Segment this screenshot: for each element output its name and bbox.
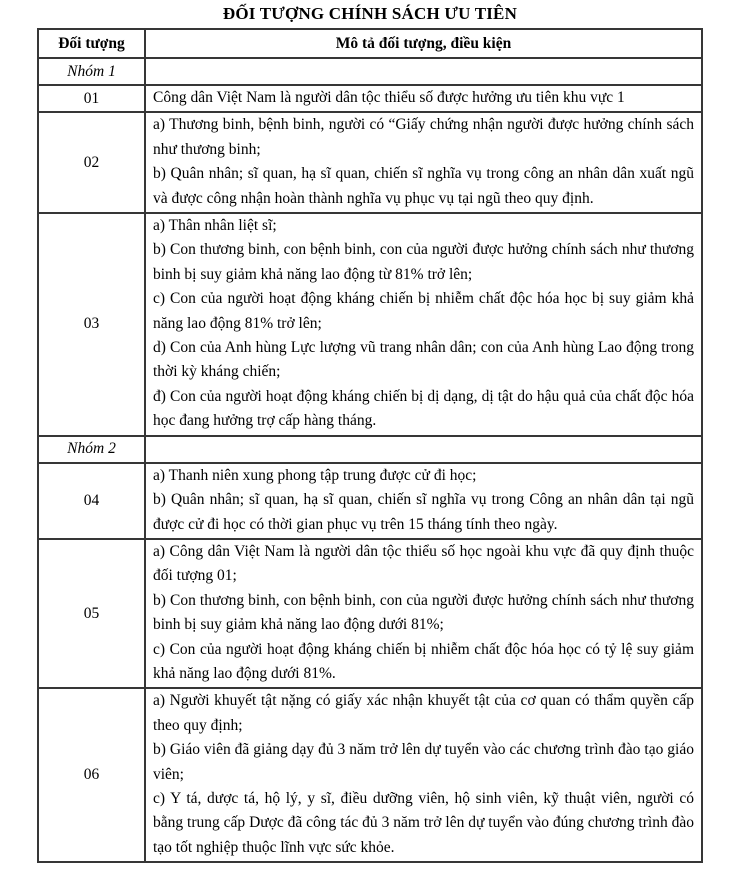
subject-cell: 04 <box>38 463 145 539</box>
table-row <box>38 463 702 539</box>
description-paragraph: b) Con thương binh, con bệnh binh, con của người được hưởng chính sách như thương binh bị suy giảm khả năng lao động dưới 81%; <box>153 591 694 634</box>
table-row <box>38 688 702 862</box>
page-title: ĐỐI TƯỢNG CHÍNH SÁCH ƯU TIÊN <box>222 4 518 23</box>
description-paragraph: Công dân Việt Nam là người dân tộc thiểu số được hưởng ưu tiên khu vực 1 <box>153 89 625 106</box>
description-paragraph: a) Người khuyết tật nặng có giấy xác nhận khuyết tật của cơ quan có thẩm quyền cấp theo quy định; <box>153 692 694 734</box>
subject-cell: 03 <box>38 213 145 436</box>
description-paragraph: b) Con thương binh, con bệnh binh, con của người được hưởng chính sách như thương binh bị suy giảm khả năng lao động từ 81% trở lên; <box>153 241 694 283</box>
description-paragraph: a) Công dân Việt Nam là người dân tộc thiểu số học ngoài khu vực đã quy định thuộc đối tượng 01; <box>153 542 694 585</box>
table-row <box>38 213 702 436</box>
description-paragraph: b) Quân nhân; sĩ quan, hạ sĩ quan, chiến sĩ nghĩa vụ trong Công an nhân dân tại ngũ được cử đi học có thời gian phục vụ trên 15 tháng tính theo ngày. <box>153 491 694 533</box>
description-paragraph: b) Quân nhân; sĩ quan, hạ sĩ quan, chiến sĩ nghĩa vụ trong công an nhân dân xuất ngũ và được công nhận hoàn thành nghĩa vụ phục vụ tại ngũ theo quy định. <box>153 165 694 207</box>
description-paragraph: d) Con của Anh hùng Lực lượng vũ trang nhân dân; con của Anh hùng Lao động trong thời kỳ kháng chiến; <box>153 339 694 381</box>
description-paragraph: b) Giáo viên đã giảng dạy đủ 3 năm trở lên dự tuyển vào các chương trình đào tạo giáo viên; <box>153 741 694 783</box>
subject-cell: 05 <box>38 539 145 688</box>
description-paragraph: c) Con của người hoạt động kháng chiến bị nhiễm chất độc hóa học có tỷ lệ suy giảm khả năng lao động dưới 81%. <box>153 640 694 682</box>
header-row <box>38 29 702 58</box>
description-cell <box>145 213 702 436</box>
subject-cell: 02 <box>38 112 145 213</box>
description-cell <box>145 85 702 112</box>
description-cell <box>145 463 702 539</box>
description-paragraph: a) Thanh niên xung phong tập trung được cử đi học; <box>153 466 477 484</box>
description-paragraph: c) Y tá, dược tá, hộ lý, y sĩ, điều dưỡng viên, hộ sinh viên, kỹ thuật viên, người có bằng trung cấp Dược đã công tác đủ 3 năm trở lên dự tuyển vào đúng chương trình đào tạo tốt nghiệp thuộc lĩnh vực sức khỏe. <box>153 789 694 856</box>
description-cell <box>145 58 702 85</box>
table-body <box>38 58 702 862</box>
group-row <box>38 58 702 85</box>
table-row <box>38 85 702 112</box>
subject-cell: Nhóm 1 <box>38 58 145 85</box>
table-row <box>38 112 702 213</box>
column-header-description: Mô tả đối tượng, điều kiện <box>145 29 702 58</box>
subject-cell: 06 <box>38 688 145 862</box>
priority-policy-table <box>37 28 703 863</box>
description-cell <box>145 436 702 463</box>
description-paragraph: a) Thân nhân liệt sĩ; <box>153 217 277 235</box>
description-paragraph: a) Thương binh, bệnh binh, người có “Giấy chứng nhận người được hưởng chính sách như thương binh; <box>153 116 694 158</box>
description-cell <box>145 688 702 862</box>
subject-cell: Nhóm 2 <box>38 436 145 463</box>
subject-cell: 01 <box>38 85 145 112</box>
description-paragraph: đ) Con của người hoạt động kháng chiến bị dị dạng, dị tật do hậu quả của chất độc hóa học đang hưởng trợ cấp hàng tháng. <box>153 387 694 430</box>
description-cell <box>145 112 702 213</box>
column-header-subject: Đối tượng <box>38 29 145 58</box>
description-paragraph: c) Con của người hoạt động kháng chiến bị nhiễm chất độc hóa học bị suy giảm khả năng lao động 81% trở lên; <box>153 290 694 332</box>
group-row <box>38 436 702 463</box>
description-cell <box>145 539 702 688</box>
table-row <box>38 539 702 688</box>
